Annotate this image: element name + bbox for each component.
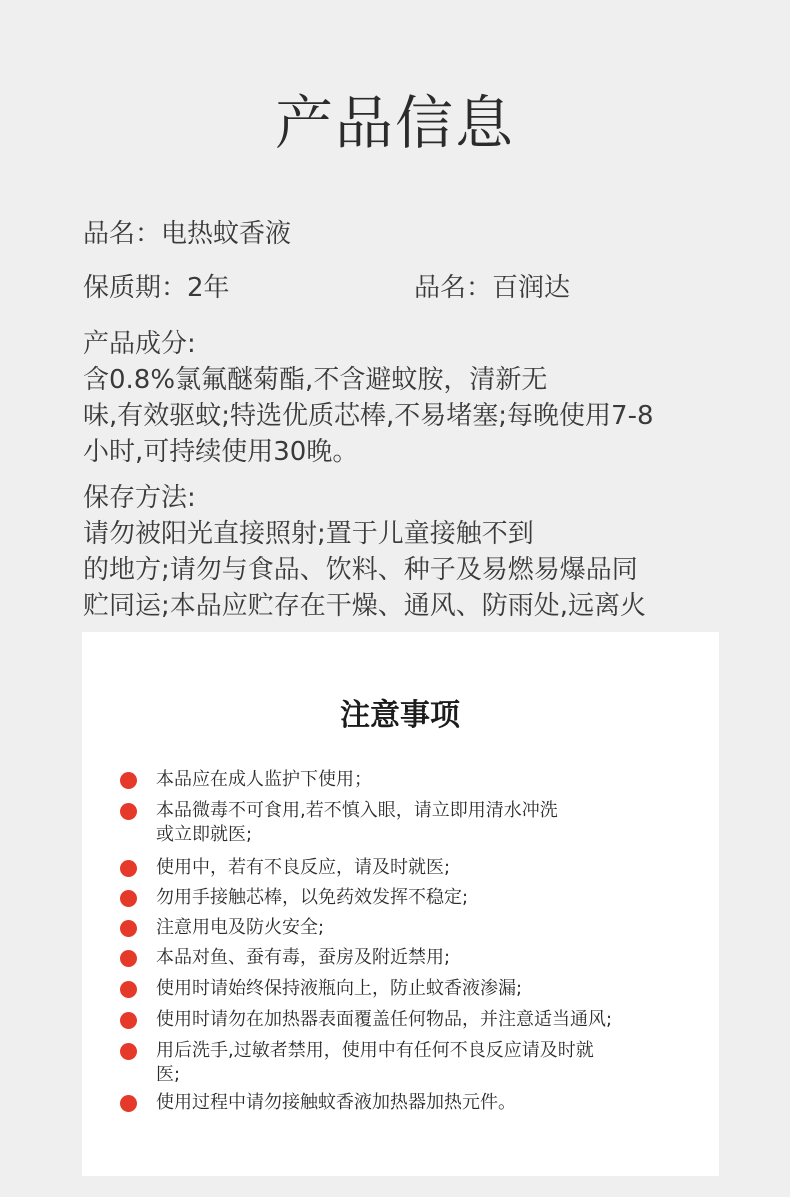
bullet-dot-icon	[120, 890, 137, 907]
notice-item-text: 本品对鱼、蚕有毒，蚕房及附近禁用;	[156, 947, 451, 968]
notice-item	[120, 946, 746, 970]
notice-item	[120, 768, 746, 792]
storage-section	[83, 480, 733, 624]
ingredients-section	[83, 326, 733, 470]
notice-item-text: 本品应在成人监护下使用；	[156, 769, 372, 790]
bullet-dot-icon	[120, 1012, 137, 1029]
notice-item	[120, 916, 746, 940]
bullet-dot-icon	[120, 860, 137, 877]
notice-item	[120, 886, 746, 910]
notice-item-text: 本品微毒不可食用,若不慎入眼，请立即用清水冲洗 或立即就医;	[156, 800, 558, 845]
notice-item-text: 勿用手接触芯棒，以免药效发挥不稳定;	[156, 887, 469, 908]
page-title: 产品信息	[274, 89, 515, 157]
product-name: 品名：电热蚊香液	[83, 219, 292, 249]
bullet-dot-icon	[120, 920, 137, 937]
bullet-dot-icon	[120, 950, 137, 967]
notice-title: 注意事项	[340, 698, 460, 733]
notice-item-text: 使用时请勿在加热器表面覆盖任何物品，并注意适当通风;	[156, 1009, 613, 1030]
ingredients-line: 含0.8%氯氟醚菊酯,不含避蚊胺，清新无	[83, 365, 548, 395]
notice-item	[120, 799, 746, 847]
shelf-life: 保质期：2年	[83, 273, 230, 303]
notice-item	[120, 977, 746, 1001]
notice-item	[120, 1091, 746, 1115]
brand-name: 品名：百润达	[414, 273, 571, 303]
storage-line: 的地方;请勿与食品、饮料、种子及易燃易爆品同	[83, 555, 638, 585]
notice-item-text: 注意用电及防火安全;	[156, 917, 325, 938]
notice-item	[120, 1008, 746, 1032]
notice-item-text: 使用时请始终保持液瓶向上，防止蚊香液渗漏;	[156, 978, 523, 999]
storage-heading: 保存方法:	[83, 483, 196, 513]
notice-item-text: 用后洗手,过敏者禁用，使用中有任何不良反应请及时就 医;	[156, 1040, 594, 1085]
notice-item	[120, 856, 746, 880]
ingredients-line: 小时,可持续使用30晚。	[83, 437, 359, 467]
storage-line: 请勿被阳光直接照射;置于儿童接触不到	[83, 519, 534, 549]
storage-line: 贮同运;本品应贮存在干燥、通风、防雨处,远离火	[83, 591, 647, 621]
bullet-dot-icon	[120, 1043, 137, 1060]
bullet-dot-icon	[120, 1095, 137, 1112]
ingredients-line: 味,有效驱蚊;特选优质芯棒,不易堵塞;每晚使用7-8	[83, 401, 654, 431]
notice-item	[120, 1039, 746, 1087]
ingredients-heading: 产品成分:	[83, 329, 196, 359]
bullet-dot-icon	[120, 772, 137, 789]
bullet-dot-icon	[120, 803, 137, 820]
bullet-dot-icon	[120, 981, 137, 998]
notice-item-text: 使用过程中请勿接触蚊香液加热器加热元件。	[156, 1092, 516, 1113]
notice-item-text: 使用中，若有不良反应，请及时就医;	[156, 857, 451, 878]
